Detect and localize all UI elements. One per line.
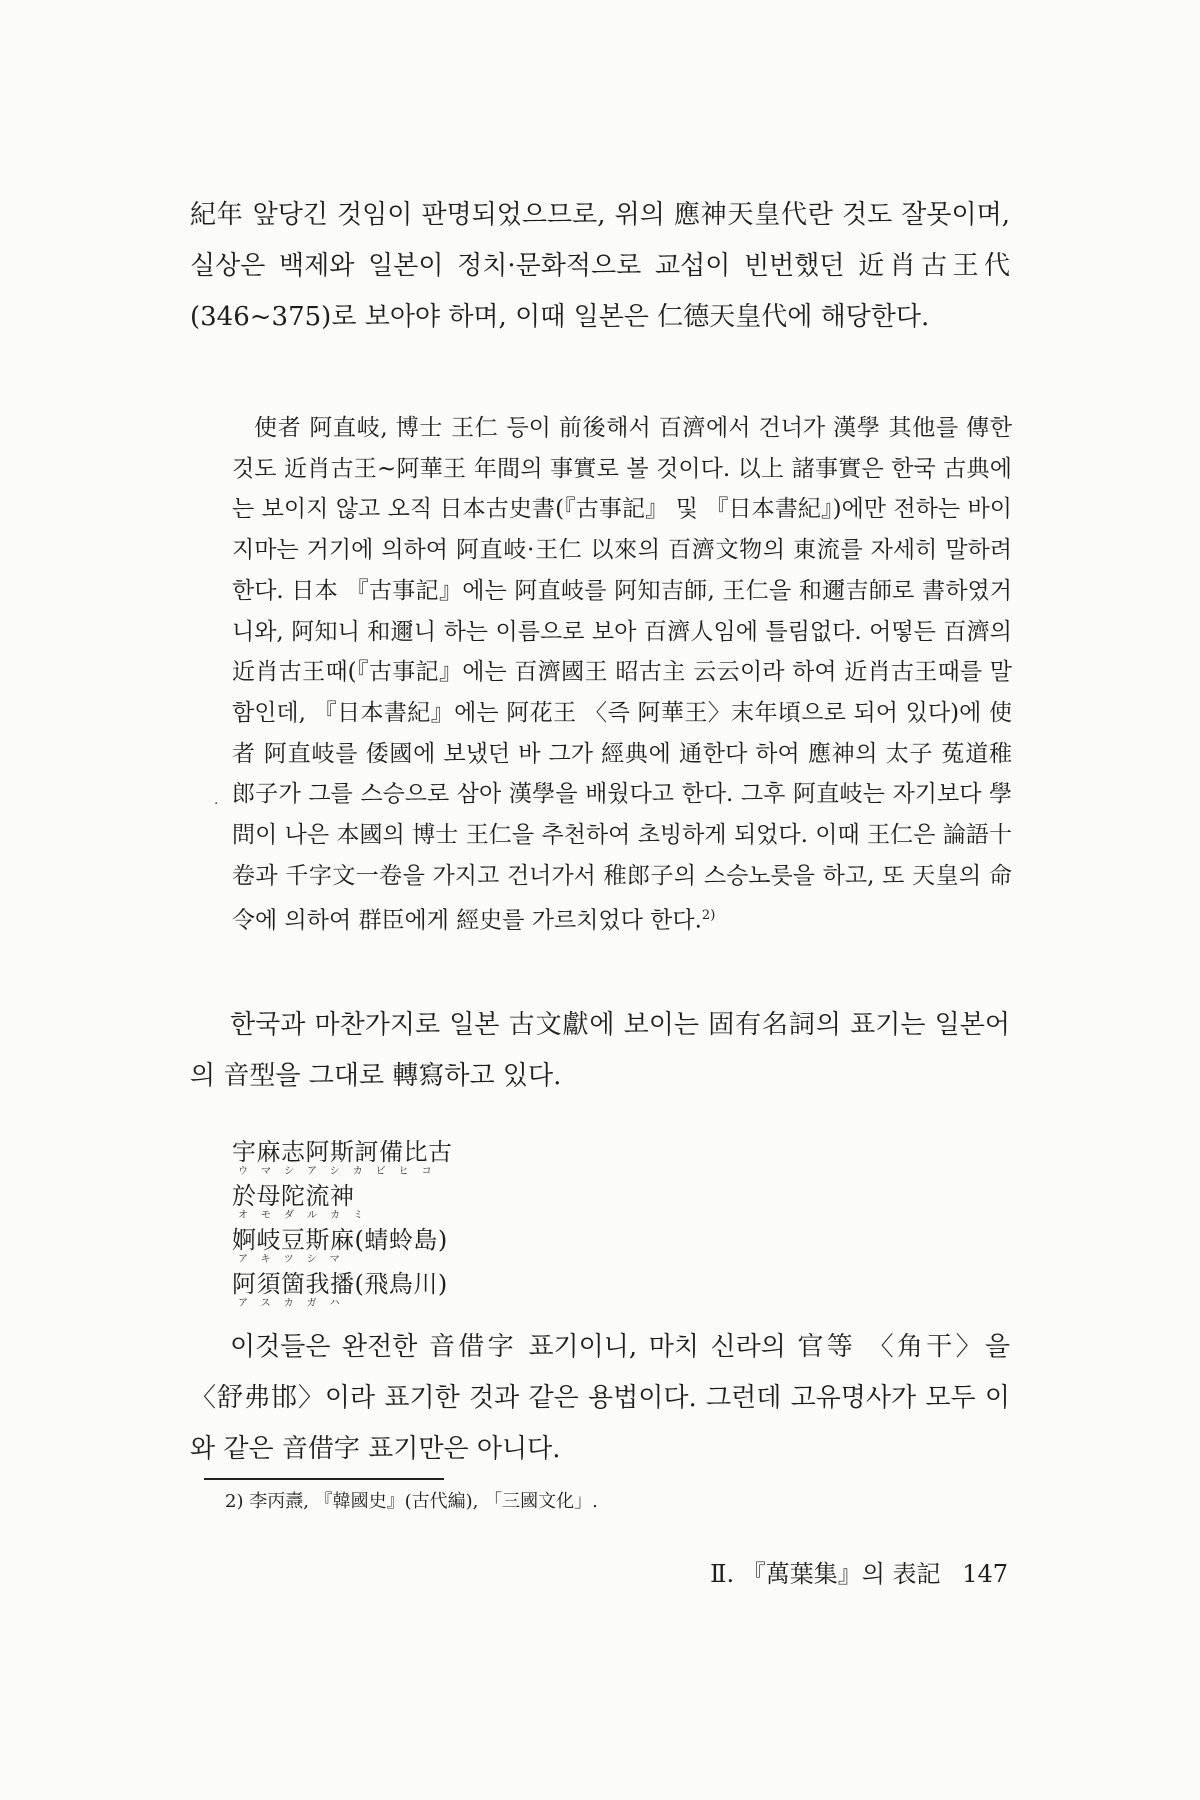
footnote: 2) 李丙燾, 『韓國史』(古代編), 「三國文化」.: [225, 1491, 598, 1512]
example-term: 阿須箇我播(飛鳥川): [232, 1270, 448, 1298]
example-term: 於母陀流神: [232, 1182, 355, 1210]
example-reading: オモダルカミ: [238, 1210, 376, 1221]
example-list: [232, 1138, 732, 1314]
paragraph-text: 한국과 마찬가지로 일본 古文獻에 보이는 固有名詞의 표기는 일본어의 音型을 그대로 轉寫하고 있다.: [190, 1010, 1010, 1091]
page-number: 147: [962, 1560, 1008, 1588]
margin-mark: ·: [214, 796, 219, 812]
footnote-reference: 2): [701, 908, 716, 924]
example-reading: アスカガハ: [238, 1298, 353, 1309]
indented-quote-block: [232, 408, 1012, 942]
example-reading: ウマシアシカビヒコ: [238, 1166, 445, 1177]
body-paragraph-1: [190, 190, 1010, 343]
example-item: [232, 1138, 732, 1182]
section-title: Ⅱ. 『萬葉集』의 表記: [710, 1560, 941, 1588]
body-paragraph-3: [190, 1322, 1010, 1475]
example-term: 婀岐豆斯麻(蜻蛉島): [232, 1226, 448, 1254]
paragraph-text: 이것들은 완전한 音借字 표기이니, 마치 신라의 官等 〈角干〉을 〈舒弗邯〉이라 표기한 것과 같은 용법이다. 그런데 고유명사가 모두 이와 같은 音借字 표기만은 아니다.: [190, 1332, 1010, 1464]
example-item: [232, 1270, 732, 1314]
example-item: [232, 1182, 732, 1226]
footnote-divider: [204, 1478, 444, 1480]
example-term: 宇麻志阿斯訶備比古: [232, 1138, 453, 1166]
running-footer: [708, 1558, 1008, 1590]
quote-text: 使者 阿直岐, 博士 王仁 등이 前後해서 百濟에서 건너가 漢學 其他를 傳한 것도 近肖古王~阿華王 年間의 事實로 볼 것이다. 以上 諸事實은 한국 古典에는 보이지 않고 오직 日本古史書(『古事記』 및 『日本書紀』)에만 전하는 바이지마는 거기에 의하여 阿直岐·王仁 以來의 百濟文物의 東流를 자세히 말하려 한다. 日本 『古事記』에는 阿直岐를 阿知吉師, 王仁을 和邇吉師로 書하였거니와, 阿知니 和邇니 하는 이름으로 보아 百濟人임에 틀림없다. 어떻든 百濟의 近肖古王때(『古事記』에는 百濟國王 昭古主 云云이라 하여 近肖古王때를 말함인데, 『日本書紀』에는 阿花王 〈즉 阿華王〉末年頃으로 되어 있다)에 使者 阿直岐를 倭國에 보냈던 바 그가 經典에 通한다 하여 應神의 太子 菟道稚郎子가 그를 스승으로 삼아 漢學을 배웠다고 한다. 그후 阿直岐는 자기보다 學問이 나은 本國의 博士 王仁을 추천하여 초빙하게 되었다. 이때 王仁은 論語十卷과 千字文一卷을 가지고 건너가서 稚郎子의 스승노릇을 하고, 또 天皇의 命令에 의하여 群臣에게 經史를 가르치었다 한다.$^{2)}$: [232, 415, 1012, 935]
example-item: [232, 1226, 732, 1270]
example-reading: アキツシマ: [238, 1254, 353, 1265]
body-paragraph-2: [190, 1000, 1010, 1102]
paragraph-text: 紀年 앞당긴 것임이 판명되었으므로, 위의 應神天皇代란 것도 잘못이며, 실상은 백제와 일본이 정치·문화적으로 교섭이 빈번했던 近肖古王代(346~375)로 보아야 하며, 이때 일본은 仁德天皇代에 해당한다.: [190, 200, 1010, 332]
